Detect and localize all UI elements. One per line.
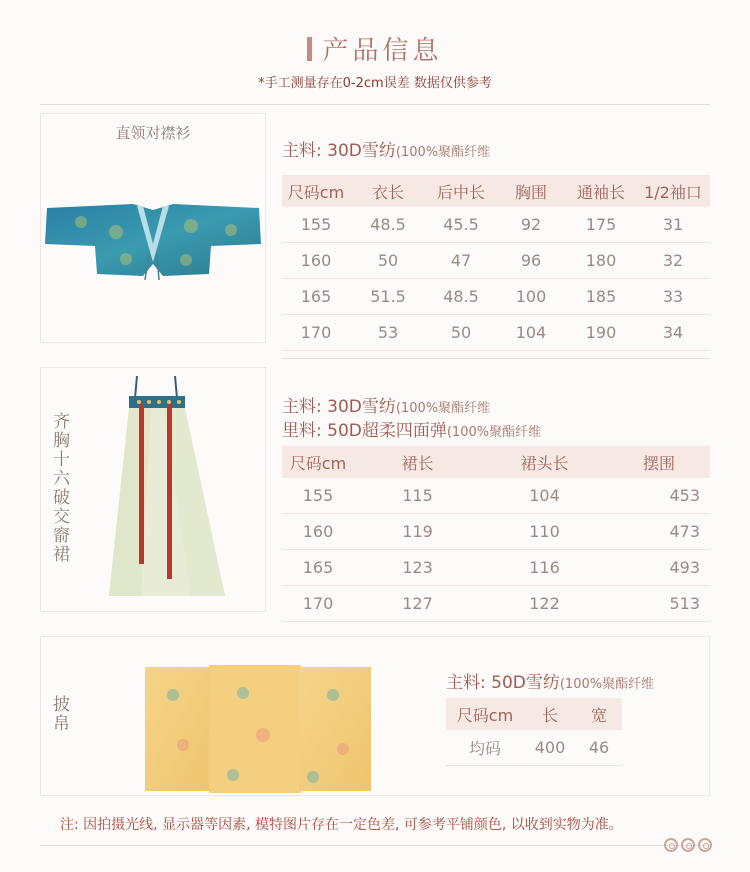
- header-cell: 尺码cm: [282, 175, 350, 207]
- shawl-size-table: [446, 698, 622, 766]
- header-cell: 通袖长: [566, 175, 636, 207]
- skirt-lining-main: 里料: 50D超柔四面弹: [282, 421, 447, 441]
- skirt-lining: [282, 416, 541, 441]
- table-row: [282, 586, 710, 622]
- color-disclaimer-note: 注: 因拍摄光线, 显示器等因素, 模特图片存在一定色差, 可参考平铺颜色, 以收到实物为准。: [60, 817, 623, 833]
- cloud-ornament-icon: [664, 838, 678, 852]
- table-cell: 175: [566, 207, 636, 243]
- header-cell: 长: [524, 698, 576, 730]
- table-row: [282, 478, 710, 514]
- header-cell: 尺码cm: [282, 446, 354, 478]
- measurement-disclaimer: *手工测量存在0-2cm误差 数据仅供参考: [258, 76, 492, 91]
- divider-top: [40, 104, 710, 105]
- header-cell: 尺码cm: [446, 698, 524, 730]
- table-cell: 53: [350, 315, 426, 351]
- table-cell: 31: [636, 207, 710, 243]
- table-row: [282, 243, 710, 279]
- table-row: [282, 514, 710, 550]
- table-cell: 均码: [446, 730, 524, 766]
- shawl-material: [446, 668, 654, 693]
- table-cell: 50: [426, 315, 496, 351]
- blouse-material: [282, 136, 490, 161]
- table-cell: 513: [608, 586, 710, 622]
- table-cell: 473: [608, 514, 710, 550]
- table-row: [282, 207, 710, 243]
- table-header-row: [446, 698, 622, 730]
- header-cell: 宽: [576, 698, 622, 730]
- table-cell: 127: [354, 586, 481, 622]
- page-title-text: 产品信息: [322, 36, 443, 66]
- table-cell: 32: [636, 243, 710, 279]
- table-cell: 155: [282, 207, 350, 243]
- table-row: [446, 730, 622, 766]
- table-cell: 51.5: [350, 279, 426, 315]
- table-cell: 33: [636, 279, 710, 315]
- table-cell: 46: [576, 730, 622, 766]
- header-cell: 衣长: [350, 175, 426, 207]
- divider-1: [282, 358, 710, 359]
- blouse-material-main: 主料: 30D雪纺: [282, 141, 396, 161]
- table-cell: 165: [282, 550, 354, 586]
- blouse-label: 直领对襟衫: [115, 124, 191, 142]
- table-cell: 123: [354, 550, 481, 586]
- header-cell: 胸围: [496, 175, 566, 207]
- table-cell: 50: [350, 243, 426, 279]
- blouse-image-box: [40, 113, 266, 343]
- page-title-wrap: [0, 30, 750, 67]
- table-header-row: [282, 175, 710, 207]
- table-cell: 104: [496, 315, 566, 351]
- divider-bottom: [40, 845, 710, 846]
- table-cell: 400: [524, 730, 576, 766]
- table-cell: 190: [566, 315, 636, 351]
- table-cell: 110: [481, 514, 608, 550]
- header-cell: 1/2袖口: [636, 175, 710, 207]
- table-row: [282, 315, 710, 351]
- table-cell: 119: [354, 514, 481, 550]
- table-cell: 185: [566, 279, 636, 315]
- shawl-material-note: (100%聚酯纤维: [559, 677, 655, 692]
- table-cell: 100: [496, 279, 566, 315]
- table-cell: 453: [608, 478, 710, 514]
- skirt-image-box: [40, 367, 266, 612]
- table-cell: 34: [636, 315, 710, 351]
- skirt-material-main: 主料: 30D雪纺: [282, 397, 396, 417]
- skirt-image: [41, 368, 265, 611]
- shawl-label: 披帛: [49, 695, 69, 733]
- header-cell: 裙长: [354, 446, 481, 478]
- table-cell: 122: [481, 586, 608, 622]
- header-cell: 摆围: [608, 446, 710, 478]
- shawl-image: [143, 665, 373, 795]
- table-header-row: [282, 446, 710, 478]
- table-cell: 155: [282, 478, 354, 514]
- table-cell: 48.5: [350, 207, 426, 243]
- table-cell: 170: [282, 315, 350, 351]
- table-cell: 493: [608, 550, 710, 586]
- table-cell: 116: [481, 550, 608, 586]
- skirt-material: [282, 392, 490, 417]
- table-row: [282, 550, 710, 586]
- cloud-ornament-icon: [698, 838, 712, 852]
- skirt-lining-note: (100%聚酯纤维: [446, 425, 542, 440]
- table-cell: 165: [282, 279, 350, 315]
- table-cell: 48.5: [426, 279, 496, 315]
- title-accent-bar: [307, 37, 312, 61]
- table-row: [282, 279, 710, 315]
- shawl-material-main: 主料: 50D雪纺: [446, 673, 560, 693]
- skirt-material-note: (100%聚酯纤维: [395, 401, 491, 416]
- skirt-label: 齐胸十六破交窬裙: [49, 412, 69, 564]
- blouse-material-note: (100%聚酯纤维: [395, 145, 491, 160]
- blouse-size-table: [282, 175, 710, 351]
- header-cell: 裙头长: [481, 446, 608, 478]
- table-cell: 180: [566, 243, 636, 279]
- table-cell: 170: [282, 586, 354, 622]
- table-cell: 160: [282, 514, 354, 550]
- table-cell: 96: [496, 243, 566, 279]
- table-cell: 115: [354, 478, 481, 514]
- table-cell: 104: [481, 478, 608, 514]
- table-cell: 92: [496, 207, 566, 243]
- header-cell: 后中长: [426, 175, 496, 207]
- cloud-ornament-icon: [681, 838, 695, 852]
- blouse-image: [41, 114, 265, 342]
- table-cell: 45.5: [426, 207, 496, 243]
- table-cell: 160: [282, 243, 350, 279]
- table-cell: 47: [426, 243, 496, 279]
- page-title: [307, 30, 442, 67]
- skirt-size-table: [282, 446, 710, 622]
